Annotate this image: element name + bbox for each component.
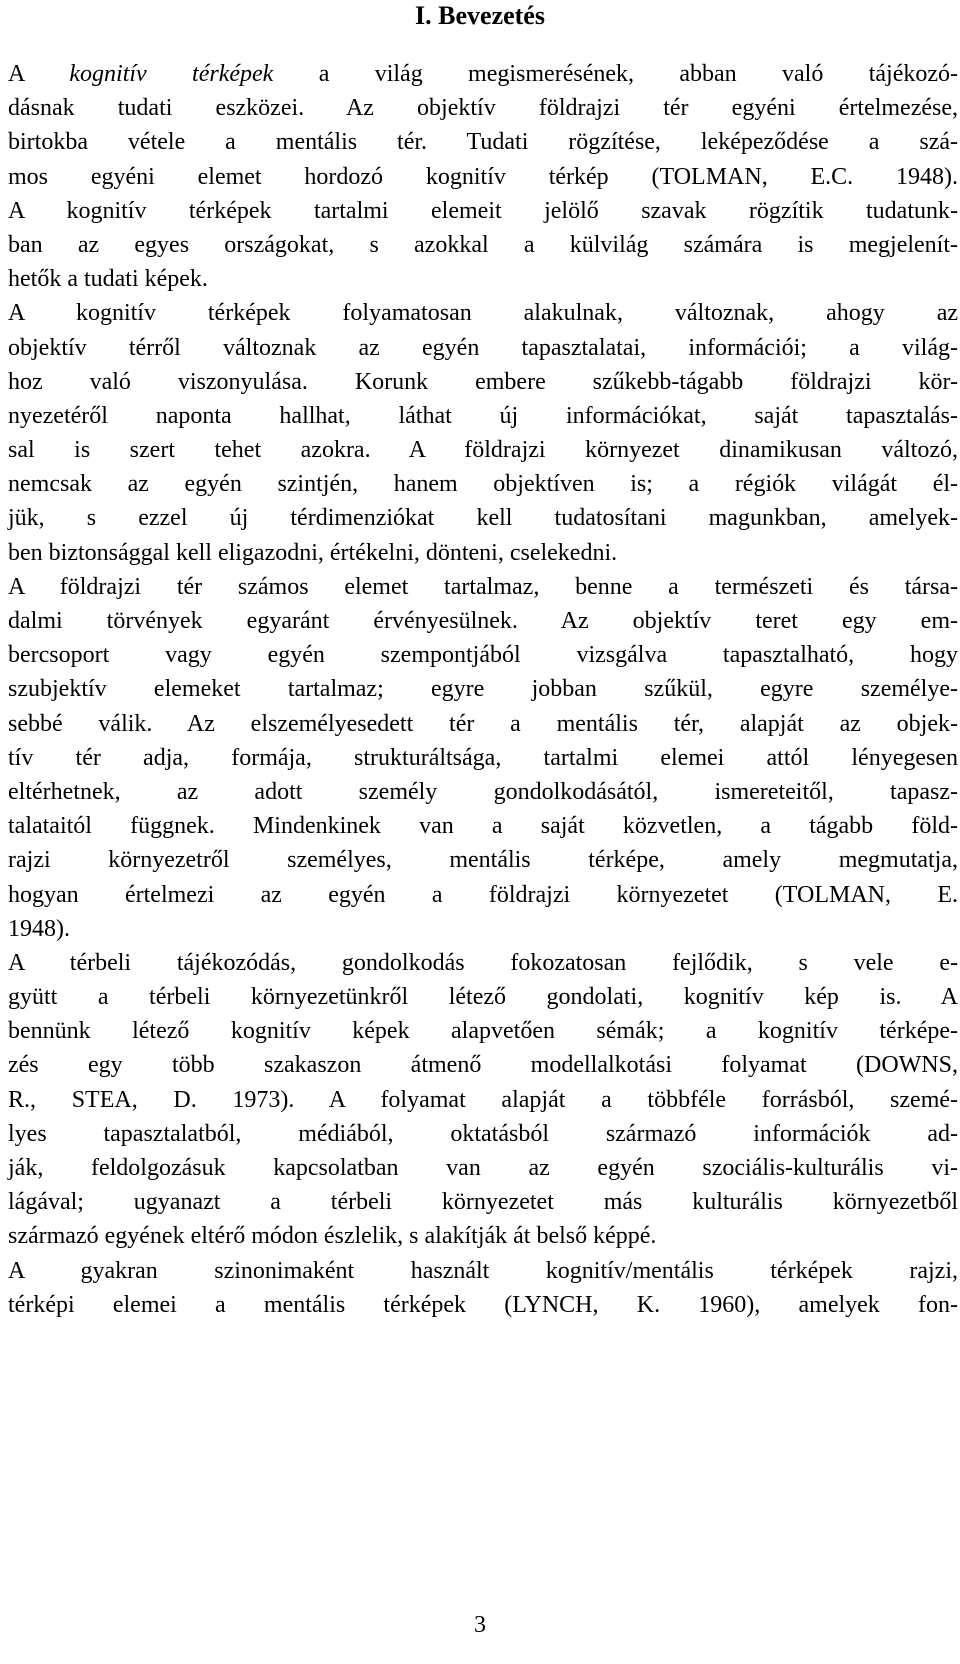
text-line [8, 228, 958, 262]
text-run: hogyan értelmezi az egyén a földrajzi környezetet (TOLMAN, E. [8, 881, 958, 908]
text-run: szubjektív elemeket tartalmaz; egyre jobban szűkül, egyre személye- [8, 676, 958, 703]
text-run: ban az egyes országokat, s azokkal a külvilág számára is megjelenít- [8, 231, 958, 258]
text-run: rajzi környezetről személyes, mentális térképe, amely megmutatja, [8, 847, 958, 874]
text-run: nemcsak az egyén szintjén, hanem objektíven is; a régiók világát él- [8, 471, 958, 498]
text-run: ják, feldolgozásuk kapcsolatban van az egyén szociális-kulturális vi- [8, 1155, 958, 1181]
text-run: származó egyének eltérő módon észlelik, s alakítják át belső képpé. [8, 1223, 657, 1250]
text-run: hoz való viszonyulása. Korunk embere szűkebb-tágabb földrajzi kör- [8, 368, 958, 395]
text-run: 1948). [8, 915, 70, 942]
text-line [8, 1151, 958, 1185]
text-line [8, 1014, 958, 1048]
text-run: bercsoport vagy egyén szempontjából vizsgálva tapasztalható, hogy [8, 642, 958, 669]
text-run: R., STEA, D. 1973). A folyamat alapját a többféle forrásból, szemé- [8, 1086, 958, 1113]
text-line [8, 1083, 958, 1117]
text-run: A gyakran szinonimaként használt kognitív/mentális térképek rajzi, [8, 1257, 958, 1284]
text-run: térképi elemei a mentális térképek (LYNCH, K. 1960), amelyek fon- [8, 1291, 958, 1318]
section-title: I. Bevezetés [415, 1, 545, 30]
text-line [8, 946, 958, 980]
text-run: jük, s ezzel új térdimenziókat kell tudatosítani magunkban, amelyek- [8, 505, 958, 532]
text-line [8, 91, 958, 125]
text-run: sal is szert tehet azokra. A földrajzi környezet dinamikusan változó, [8, 437, 958, 464]
text-line [8, 707, 958, 741]
text-run: a világ megismerésének, abban való tájékozó- [273, 61, 958, 87]
text-line [8, 433, 958, 467]
text-line [8, 501, 958, 535]
text-line [8, 638, 958, 672]
text-line [8, 160, 958, 194]
text-line [8, 1219, 958, 1253]
text-run: lágával; ugyanazt a térbeli környezetet más kulturális környezetből [8, 1189, 958, 1216]
text-run: mos egyéni elemet hordozó kognitív térkép (TOLMAN, E.C. 1948). [8, 163, 958, 190]
text-run: lyes tapasztalatból, médiából, oktatásból származó információk ad- [8, 1120, 958, 1147]
text-line [8, 1185, 958, 1219]
text-line [8, 1254, 958, 1288]
text-line [8, 331, 958, 365]
text-line [8, 775, 958, 809]
text-line [8, 536, 958, 570]
text-run: objektív térről változnak az egyén tapasztalatai, információi; a világ- [8, 334, 958, 361]
text-line [8, 809, 958, 843]
text-run: A kognitív térképek folyamatosan alakulnak, változnak, ahogy az [8, 300, 958, 327]
text-line [8, 843, 958, 877]
text-run: hetők a tudati képek. [8, 266, 208, 293]
text-run: A térbeli tájékozódás, gondolkodás fokozatosan fejlődik, s vele e- [8, 949, 958, 976]
text-line [8, 741, 958, 775]
text-run: A földrajzi tér számos elemet tartalmaz, benne a természeti és társa- [8, 573, 958, 600]
body-text [8, 57, 958, 1322]
text-line [8, 570, 958, 604]
text-run: ben biztonsággal kell eligazodni, értékelni, dönteni, cselekedni. [8, 539, 618, 566]
text-run: eltérhetnek, az adott személy gondolkodásától, ismereteitől, tapasz- [8, 778, 958, 805]
text-line [8, 1048, 958, 1082]
text-line [8, 365, 958, 399]
text-run: sebbé válik. Az elszemélyesedett tér a mentális tér, alapját az objek- [8, 710, 958, 737]
text-run: tív tér adja, formája, strukturáltsága, tartalmi elemei attól lényegesen [8, 744, 958, 771]
text-run: birtokba vétele a mentális tér. Tudati rögzítése, leképeződése a szá- [8, 129, 958, 156]
text-run: nyezetéről naponta hallhat, láthat új információkat, saját tapasztalás- [8, 402, 958, 429]
text-run: A [8, 61, 70, 87]
text-run: bennünk létező kognitív képek alapvetően sémák; a kognitív térképe- [8, 1018, 958, 1045]
text-run: dalmi törvények egyaránt érvényesülnek. Az objektív teret egy em- [8, 608, 958, 634]
text-line [8, 980, 958, 1014]
text-run: talataitól függnek. Mindenkinek van a saját közvetlen, a tágabb föld- [8, 813, 958, 840]
text-line [8, 878, 958, 912]
text-run: A kognitív térképek tartalmi elemeit jelölő szavak rögzítik tudatunk- [8, 197, 958, 224]
text-line [8, 912, 958, 946]
text-run: zés egy több szakaszon átmenő modellalkotási folyamat (DOWNS, [8, 1052, 958, 1079]
text-run: gyütt a térbeli környezetünkről létező gondolati, kognitív kép is. A [8, 984, 958, 1011]
text-line [8, 399, 958, 433]
text-line [8, 262, 958, 296]
text-line [8, 1117, 958, 1151]
text-run: dásnak tudati eszközei. Az objektív földrajzi tér egyéni értelmezése, [8, 95, 958, 122]
text-line [8, 296, 958, 330]
text-line [8, 57, 958, 91]
italic-term: kognitív térképek [69, 61, 274, 87]
page-number: 3 [474, 1612, 486, 1638]
text-line [8, 604, 958, 638]
text-line [8, 467, 958, 501]
text-line [8, 672, 958, 706]
text-line [8, 1288, 958, 1322]
text-line [8, 194, 958, 228]
text-line [8, 125, 958, 159]
